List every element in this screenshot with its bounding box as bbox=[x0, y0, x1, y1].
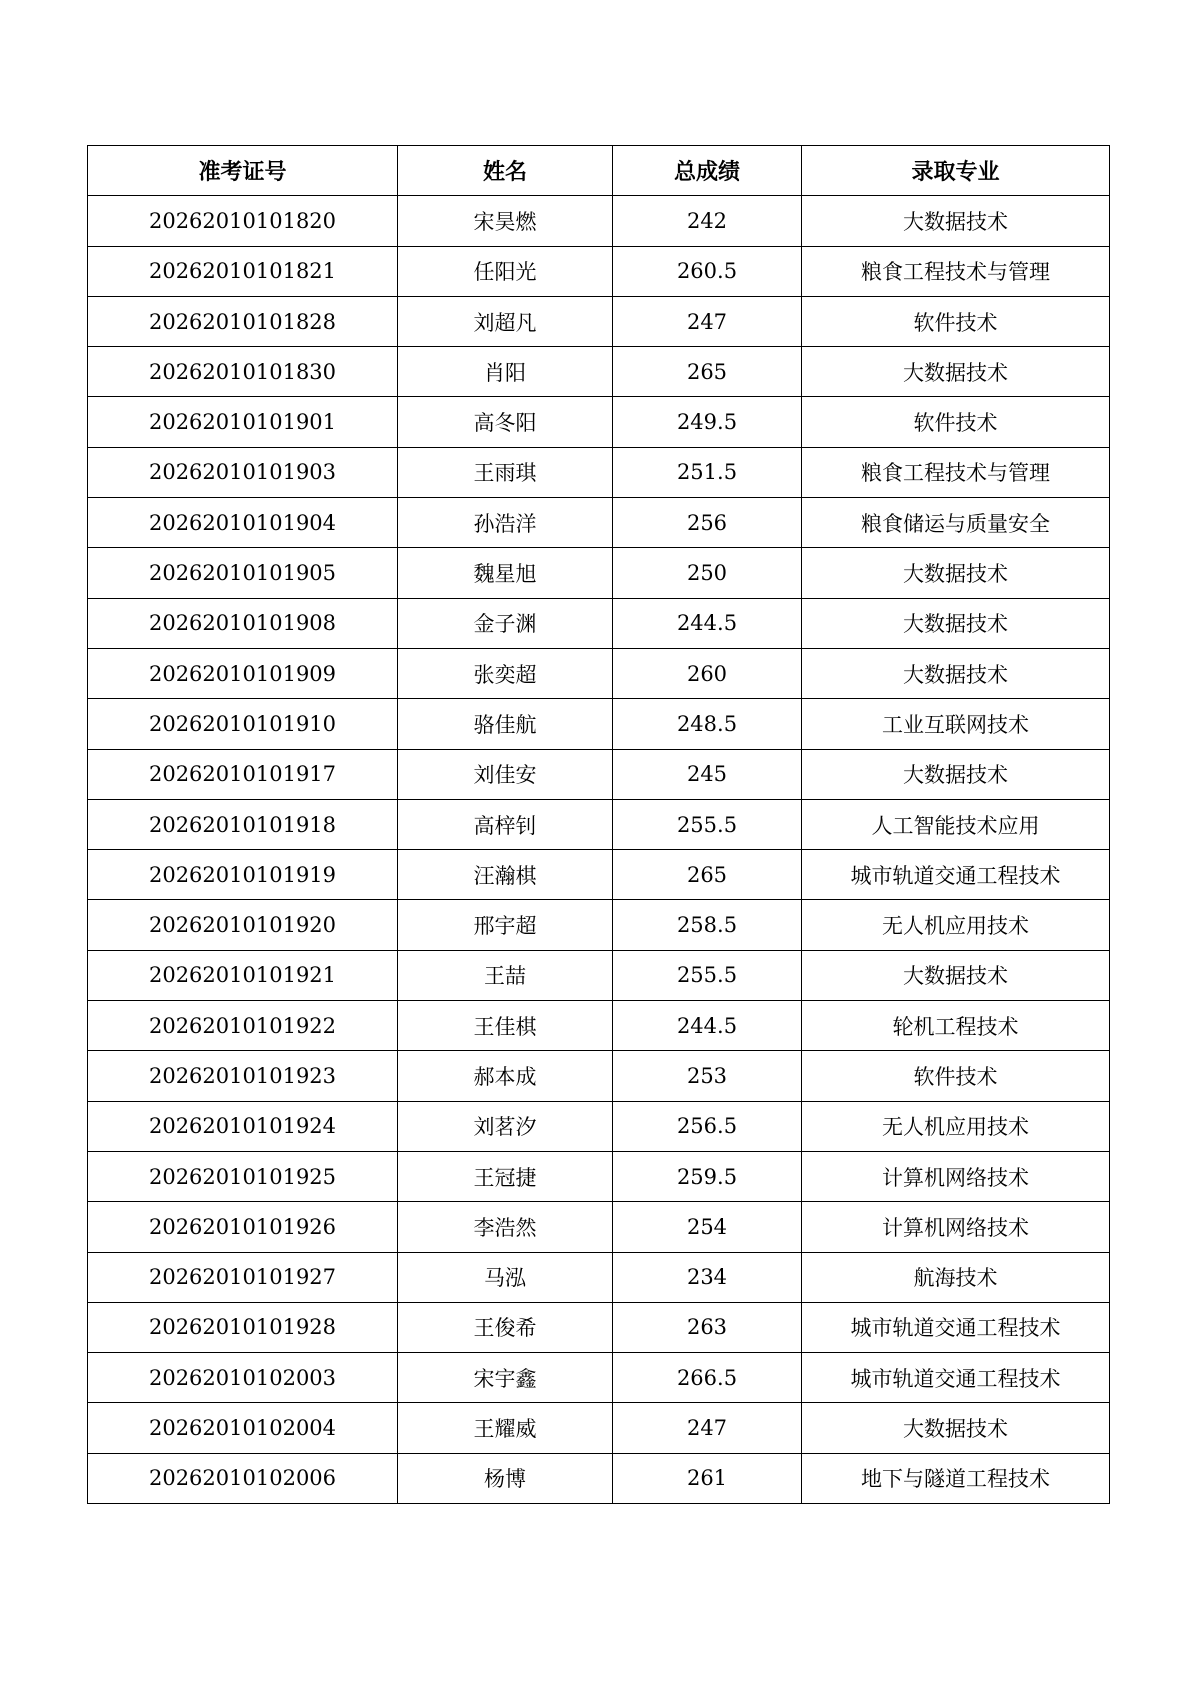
name-cell: 刘超凡 bbox=[398, 296, 613, 346]
total-score-cell: 258.5 bbox=[613, 900, 802, 950]
name-cell: 肖阳 bbox=[398, 347, 613, 397]
name-cell: 王耀威 bbox=[398, 1403, 613, 1453]
table-row bbox=[88, 699, 1110, 749]
major-cell: 大数据技术 bbox=[802, 1403, 1110, 1453]
major-cell: 大数据技术 bbox=[802, 950, 1110, 1000]
major-cell: 大数据技术 bbox=[802, 548, 1110, 598]
major-cell: 软件技术 bbox=[802, 397, 1110, 447]
total-score-cell: 245 bbox=[613, 749, 802, 799]
table-row bbox=[88, 900, 1110, 950]
major-cell: 大数据技术 bbox=[802, 196, 1110, 246]
table-row bbox=[88, 1453, 1110, 1503]
header-row bbox=[88, 146, 1110, 196]
total-score-cell: 234 bbox=[613, 1252, 802, 1302]
name-cell: 宋昊燃 bbox=[398, 196, 613, 246]
table-row bbox=[88, 447, 1110, 497]
exam-id-cell: 20262010101918 bbox=[88, 799, 398, 849]
total-score-cell: 261 bbox=[613, 1453, 802, 1503]
name-cell: 任阳光 bbox=[398, 246, 613, 296]
table-row bbox=[88, 1051, 1110, 1101]
table-row bbox=[88, 749, 1110, 799]
admission-results-table bbox=[87, 145, 1110, 1504]
table-row bbox=[88, 1302, 1110, 1352]
exam-id-cell: 20262010101905 bbox=[88, 548, 398, 598]
total-score-cell: 256 bbox=[613, 498, 802, 548]
exam-id-cell: 20262010101920 bbox=[88, 900, 398, 950]
table-row bbox=[88, 799, 1110, 849]
major-cell: 计算机网络技术 bbox=[802, 1202, 1110, 1252]
total-score-cell: 244.5 bbox=[613, 1001, 802, 1051]
exam-id-cell: 20262010101923 bbox=[88, 1051, 398, 1101]
name-cell: 李浩然 bbox=[398, 1202, 613, 1252]
name-cell: 王雨琪 bbox=[398, 447, 613, 497]
total-score-cell: 249.5 bbox=[613, 397, 802, 447]
exam-id-cell: 20262010102006 bbox=[88, 1453, 398, 1503]
total-score-cell: 247 bbox=[613, 296, 802, 346]
exam-id-cell: 20262010101830 bbox=[88, 347, 398, 397]
table-row bbox=[88, 1403, 1110, 1453]
total-score-cell: 242 bbox=[613, 196, 802, 246]
total-score-cell: 253 bbox=[613, 1051, 802, 1101]
exam-id-cell: 20262010102003 bbox=[88, 1353, 398, 1403]
table-row bbox=[88, 598, 1110, 648]
name-cell: 张奕超 bbox=[398, 648, 613, 698]
name-cell: 骆佳航 bbox=[398, 699, 613, 749]
exam-id-cell: 20262010102004 bbox=[88, 1403, 398, 1453]
exam-id-cell: 20262010101928 bbox=[88, 1302, 398, 1352]
exam-id-cell: 20262010101917 bbox=[88, 749, 398, 799]
major-cell: 轮机工程技术 bbox=[802, 1001, 1110, 1051]
table-row bbox=[88, 296, 1110, 346]
table-row bbox=[88, 1252, 1110, 1302]
table-row bbox=[88, 850, 1110, 900]
header-name: 姓名 bbox=[398, 146, 613, 196]
major-cell: 粮食工程技术与管理 bbox=[802, 246, 1110, 296]
total-score-cell: 248.5 bbox=[613, 699, 802, 749]
total-score-cell: 265 bbox=[613, 850, 802, 900]
table-row bbox=[88, 397, 1110, 447]
name-cell: 郝本成 bbox=[398, 1051, 613, 1101]
total-score-cell: 263 bbox=[613, 1302, 802, 1352]
major-cell: 城市轨道交通工程技术 bbox=[802, 1302, 1110, 1352]
major-cell: 无人机应用技术 bbox=[802, 900, 1110, 950]
table-row bbox=[88, 498, 1110, 548]
major-cell: 计算机网络技术 bbox=[802, 1151, 1110, 1201]
major-cell: 城市轨道交通工程技术 bbox=[802, 850, 1110, 900]
name-cell: 孙浩洋 bbox=[398, 498, 613, 548]
total-score-cell: 265 bbox=[613, 347, 802, 397]
total-score-cell: 251.5 bbox=[613, 447, 802, 497]
name-cell: 金子渊 bbox=[398, 598, 613, 648]
exam-id-cell: 20262010101924 bbox=[88, 1101, 398, 1151]
name-cell: 王俊希 bbox=[398, 1302, 613, 1352]
major-cell: 大数据技术 bbox=[802, 598, 1110, 648]
name-cell: 王佳棋 bbox=[398, 1001, 613, 1051]
exam-id-cell: 20262010101821 bbox=[88, 246, 398, 296]
table-row bbox=[88, 548, 1110, 598]
major-cell: 工业互联网技术 bbox=[802, 699, 1110, 749]
name-cell: 魏星旭 bbox=[398, 548, 613, 598]
name-cell: 汪瀚棋 bbox=[398, 850, 613, 900]
exam-id-cell: 20262010101828 bbox=[88, 296, 398, 346]
total-score-cell: 247 bbox=[613, 1403, 802, 1453]
major-cell: 大数据技术 bbox=[802, 648, 1110, 698]
major-cell: 软件技术 bbox=[802, 296, 1110, 346]
header-total-score: 总成绩 bbox=[613, 146, 802, 196]
name-cell: 杨博 bbox=[398, 1453, 613, 1503]
table-row bbox=[88, 1353, 1110, 1403]
total-score-cell: 256.5 bbox=[613, 1101, 802, 1151]
major-cell: 软件技术 bbox=[802, 1051, 1110, 1101]
table-row bbox=[88, 648, 1110, 698]
total-score-cell: 254 bbox=[613, 1202, 802, 1252]
table-row bbox=[88, 1202, 1110, 1252]
exam-id-cell: 20262010101926 bbox=[88, 1202, 398, 1252]
table-row bbox=[88, 246, 1110, 296]
exam-id-cell: 20262010101903 bbox=[88, 447, 398, 497]
total-score-cell: 260 bbox=[613, 648, 802, 698]
exam-id-cell: 20262010101919 bbox=[88, 850, 398, 900]
major-cell: 粮食储运与质量安全 bbox=[802, 498, 1110, 548]
total-score-cell: 259.5 bbox=[613, 1151, 802, 1201]
exam-id-cell: 20262010101901 bbox=[88, 397, 398, 447]
name-cell: 刘茗汐 bbox=[398, 1101, 613, 1151]
total-score-cell: 250 bbox=[613, 548, 802, 598]
major-cell: 粮食工程技术与管理 bbox=[802, 447, 1110, 497]
table-row bbox=[88, 347, 1110, 397]
major-cell: 人工智能技术应用 bbox=[802, 799, 1110, 849]
exam-id-cell: 20262010101909 bbox=[88, 648, 398, 698]
name-cell: 王冠捷 bbox=[398, 1151, 613, 1201]
name-cell: 宋宇鑫 bbox=[398, 1353, 613, 1403]
major-cell: 大数据技术 bbox=[802, 749, 1110, 799]
major-cell: 地下与隧道工程技术 bbox=[802, 1453, 1110, 1503]
exam-id-cell: 20262010101910 bbox=[88, 699, 398, 749]
header-exam-id: 准考证号 bbox=[88, 146, 398, 196]
major-cell: 大数据技术 bbox=[802, 347, 1110, 397]
header-major: 录取专业 bbox=[802, 146, 1110, 196]
name-cell: 马泓 bbox=[398, 1252, 613, 1302]
table-row bbox=[88, 196, 1110, 246]
table-body bbox=[88, 196, 1110, 1504]
exam-id-cell: 20262010101921 bbox=[88, 950, 398, 1000]
table-row bbox=[88, 1001, 1110, 1051]
table-row bbox=[88, 1101, 1110, 1151]
exam-id-cell: 20262010101820 bbox=[88, 196, 398, 246]
name-cell: 刘佳安 bbox=[398, 749, 613, 799]
total-score-cell: 255.5 bbox=[613, 950, 802, 1000]
exam-id-cell: 20262010101922 bbox=[88, 1001, 398, 1051]
name-cell: 王喆 bbox=[398, 950, 613, 1000]
exam-id-cell: 20262010101927 bbox=[88, 1252, 398, 1302]
major-cell: 城市轨道交通工程技术 bbox=[802, 1353, 1110, 1403]
name-cell: 高冬阳 bbox=[398, 397, 613, 447]
table-row bbox=[88, 950, 1110, 1000]
table-row bbox=[88, 1151, 1110, 1201]
total-score-cell: 255.5 bbox=[613, 799, 802, 849]
total-score-cell: 260.5 bbox=[613, 246, 802, 296]
name-cell: 高梓钊 bbox=[398, 799, 613, 849]
total-score-cell: 244.5 bbox=[613, 598, 802, 648]
major-cell: 航海技术 bbox=[802, 1252, 1110, 1302]
exam-id-cell: 20262010101908 bbox=[88, 598, 398, 648]
major-cell: 无人机应用技术 bbox=[802, 1101, 1110, 1151]
exam-id-cell: 20262010101925 bbox=[88, 1151, 398, 1201]
exam-id-cell: 20262010101904 bbox=[88, 498, 398, 548]
name-cell: 邢宇超 bbox=[398, 900, 613, 950]
table-header bbox=[88, 146, 1110, 196]
total-score-cell: 266.5 bbox=[613, 1353, 802, 1403]
